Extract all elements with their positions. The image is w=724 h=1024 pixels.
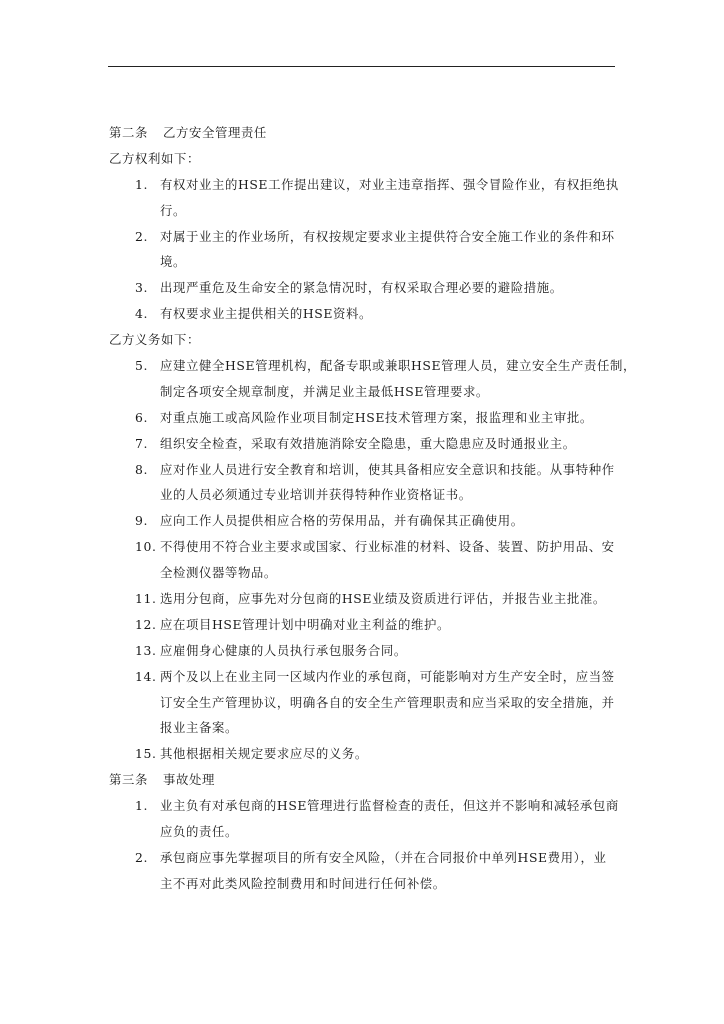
article-2-number: 第二条 (109, 125, 148, 140)
list-item (109, 664, 615, 690)
list-item-continuation: 境。 (160, 254, 186, 270)
list-item (109, 612, 615, 638)
list-item-number: 10. (135, 539, 157, 555)
list-item (109, 457, 615, 483)
list-item-text: 出现严重危及生命安全的紧急情况时，有权采取合理必要的避险措施。 (160, 280, 563, 296)
list-item (109, 638, 615, 664)
list-item-text: 承包商应事先掌握项目的所有安全风险，（并在合同报价中单列HSE费用），业 (160, 849, 607, 865)
list-item-continuation: 业的人员必须通过专业培训并获得特种作业资格证书。 (160, 487, 472, 503)
list-item-continuation: 订安全生产管理协议，明确各自的安全生产管理职责和应当采取的安全措施，并 (160, 694, 615, 710)
document-body (109, 120, 636, 897)
list-item-number: 9. (135, 513, 149, 529)
list-item (109, 508, 615, 534)
article-2-heading (109, 120, 615, 146)
list-item-number: 1. (135, 176, 149, 192)
duties-heading: 乙方义务如下： (109, 332, 200, 348)
list-item-number: 5. (135, 358, 149, 374)
article-3-number: 第三条 (109, 772, 148, 788)
article-3-title: 事故处理 (163, 772, 215, 788)
list-item-continuation: 行。 (160, 202, 186, 218)
list-item (109, 586, 615, 612)
list-item (109, 431, 615, 457)
list-item-continuation: 应负的责任。 (160, 824, 238, 840)
list-item-number: 8. (135, 461, 149, 477)
list-item-number: 1. (135, 798, 149, 814)
list-item (109, 172, 619, 198)
list-item-number: 15. (135, 746, 157, 762)
list-item-text: 不得使用不符合业主要求或国家、行业标准的材料、设备、装置、防护用品、安 (160, 539, 615, 555)
list-item (109, 534, 615, 560)
list-item-number: 14. (135, 668, 157, 684)
list-item-text: 应向工作人员提供相应合格的劳保用品，并有确保其正确使用。 (160, 513, 524, 529)
rights-heading: 乙方权利如下： (109, 150, 200, 166)
list-item (109, 224, 615, 250)
list-item-text: 其他根据相关规定要求应尽的义务。 (160, 746, 368, 762)
list-item (109, 741, 615, 767)
list-item-continuation: 主不再对此类风险控制费用和时间进行任何补偿。 (160, 875, 446, 891)
list-item-text: 选用分包商，应事先对分包商的HSE业绩及资质进行评估，并报告业主批准。 (160, 591, 606, 607)
list-item-text: 应对作业人员进行安全教育和培训，使其具备相应安全意识和技能。从事特种作 (160, 461, 615, 477)
list-item-number: 12. (135, 616, 157, 632)
list-item-text: 应在项目HSE管理计划中明确对业主利益的维护。 (160, 616, 450, 632)
list-item-text: 两个及以上在业主同一区域内作业的承包商，可能影响对方生产安全时，应当签 (160, 668, 615, 684)
list-item-text: 应雇佣身心健康的人员执行承包服务合同。 (160, 642, 407, 658)
list-item-number: 2. (135, 849, 149, 865)
list-item-text: 对属于业主的作业场所，有权按规定要求业主提供符合安全施工作业的条件和环 (160, 228, 615, 244)
list-item (109, 275, 615, 301)
list-item-number: 7. (135, 435, 149, 451)
list-item (109, 793, 619, 819)
list-item-text: 有权对业主的HSE工作提出建议，对业主违章指挥、强令冒险作业，有权拒绝执 (160, 176, 619, 192)
list-item-text: 有权要求业主提供相关的HSE资料。 (160, 306, 373, 322)
list-item (109, 353, 636, 379)
list-item-number: 3. (135, 280, 149, 296)
list-item-text: 对重点施工或高风险作业项目制定HSE技术管理方案，报监理和业主审批。 (160, 409, 593, 425)
list-item-number: 13. (135, 642, 157, 658)
list-item (109, 845, 615, 871)
list-item-number: 6. (135, 409, 149, 425)
list-item-continuation: 全检测仪器等物品。 (160, 565, 277, 581)
rights-list (109, 172, 619, 327)
article-2-title: 乙方安全管理责任 (163, 125, 267, 140)
accident-list (109, 793, 619, 897)
list-item-number: 4. (135, 306, 149, 322)
header-rule (108, 66, 615, 67)
list-item-number: 2. (135, 228, 149, 244)
list-item-continuation: 制定各项安全规章制度，并满足业主最低HSE管理要求。 (160, 383, 489, 399)
list-item-text: 组织安全检查，采取有效措施消除安全隐患，重大隐患应及时通报业主。 (160, 435, 576, 451)
list-item-text: 应建立健全HSE管理机构，配备专职或兼职HSE管理人员，建立安全生产责任制， (160, 358, 636, 374)
list-item-text: 业主负有对承包商的HSE管理进行监督检查的责任，但这并不影响和减轻承包商 (160, 798, 619, 814)
list-item-continuation: 报业主备案。 (160, 720, 238, 736)
article-3-heading (109, 767, 615, 793)
duties-list (109, 353, 636, 767)
list-item-number: 11. (135, 591, 157, 607)
list-item (109, 301, 615, 327)
list-item (109, 405, 615, 431)
